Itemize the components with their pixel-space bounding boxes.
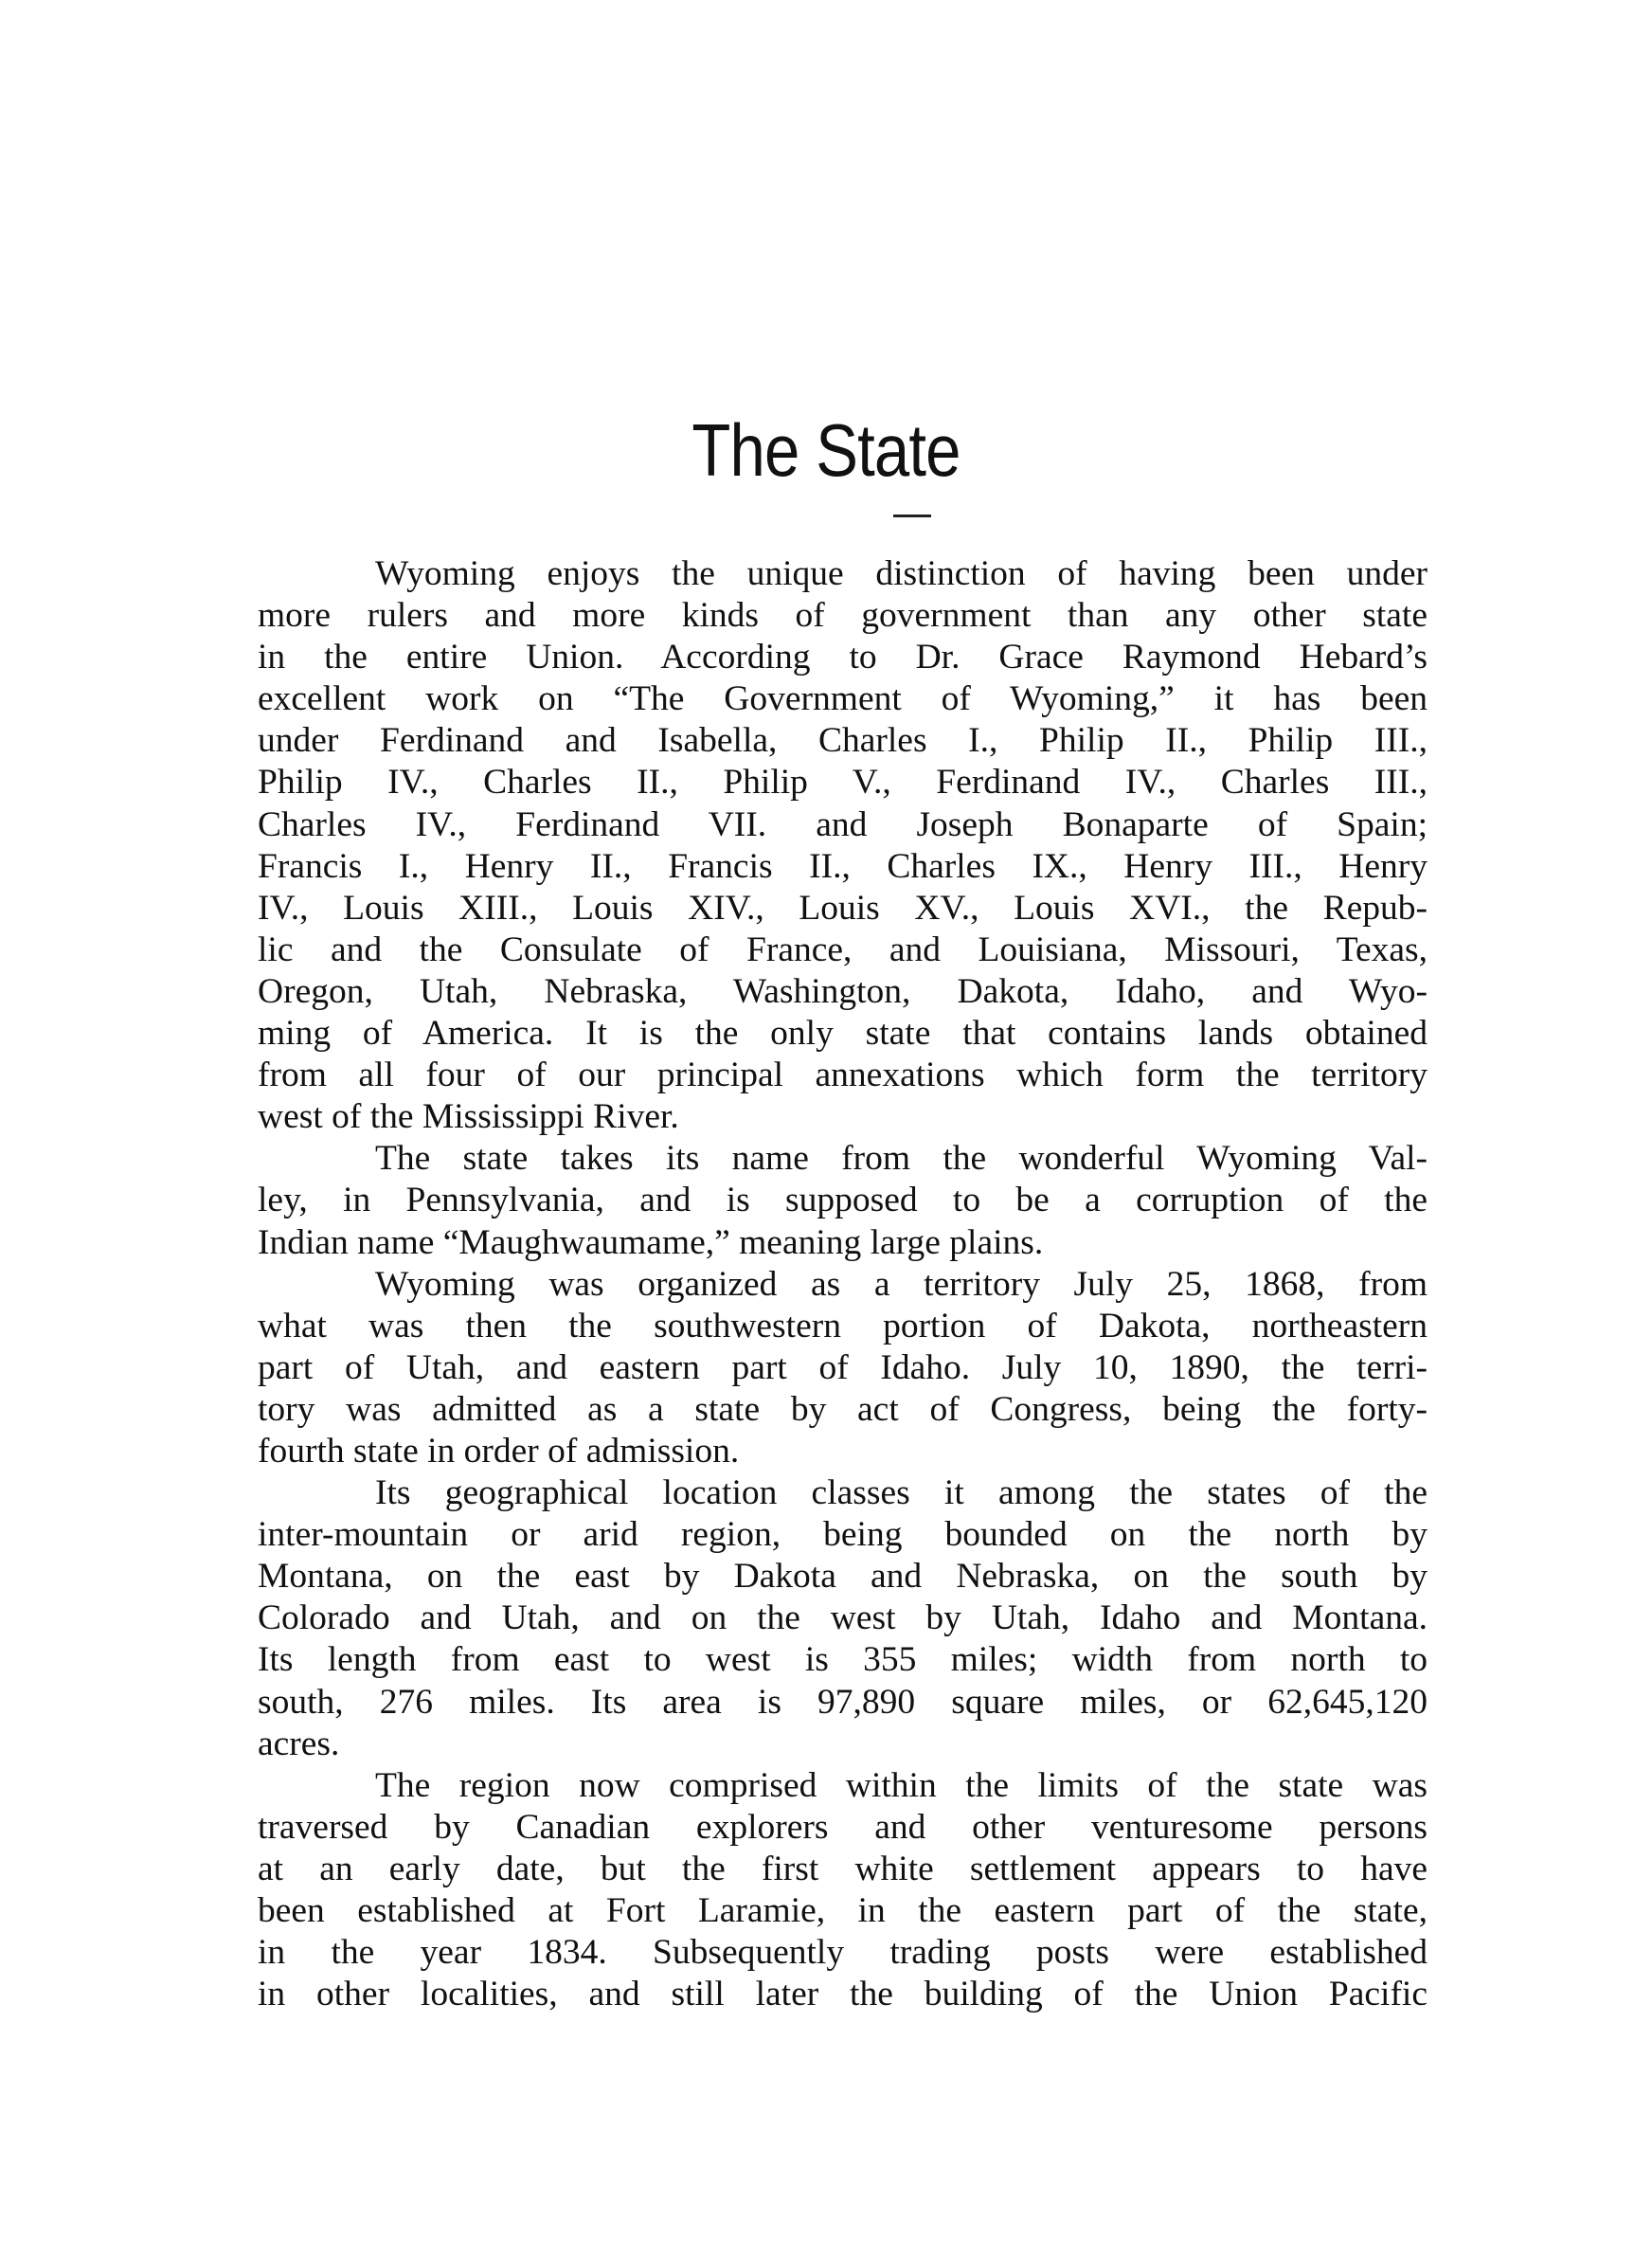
text-line: Charles IV., Ferdinand VII. and Joseph Bonaparte of Spain; [258, 804, 1428, 844]
text-line: traversed by Canadian explorers and other venturesome persons [258, 1807, 1428, 1847]
text-line: more rulers and more kinds of government than any other state [258, 596, 1428, 636]
text-line: Montana, on the east by Dakota and Nebraska, on the south by [258, 1557, 1428, 1597]
text-line: what was then the southwestern portion of Dakota, northeastern [258, 1306, 1428, 1345]
text-line: lic and the Consulate of France, and Louisiana, Missouri, Texas, [258, 930, 1428, 969]
text-line: The state takes its name from the wonderful Wyoming Val- [375, 1139, 1428, 1179]
text-line: south, 276 miles. Its area is 97,890 square miles, or 62,645,120 [258, 1682, 1428, 1722]
text-line: part of Utah, and eastern part of Idaho. July 10, 1890, the terri- [258, 1347, 1428, 1387]
title-divider [893, 515, 931, 517]
text-line: west of the Mississippi River. [258, 1097, 679, 1137]
text-line: The region now comprised within the limits of the state was [375, 1765, 1428, 1805]
body-text [258, 553, 1428, 2015]
text-line: fourth state in order of admission. [258, 1431, 740, 1471]
text-line: Oregon, Utah, Nebraska, Washington, Dakota, Idaho, and Wyo- [258, 971, 1428, 1011]
text-line: at an early date, but the first white settlement appears to have [258, 1849, 1428, 1888]
text-line: Philip IV., Charles II., Philip V., Ferdinand IV., Charles III., [258, 763, 1428, 803]
text-line: acres. [258, 1724, 340, 1763]
text-line: Its length from east to west is 355 miles; width from north to [258, 1640, 1428, 1680]
text-line: under Ferdinand and Isabella, Charles I., Philip II., Philip III., [258, 721, 1428, 761]
text-line: Wyoming enjoys the unique distinction of having been under [375, 554, 1428, 593]
text-line: tory was admitted as a state by act of Congress, being the forty- [258, 1389, 1428, 1429]
text-line: ley, in Pennsylvania, and is supposed to be a corruption of the [258, 1181, 1428, 1220]
text-line: excellent work on “The Government of Wyoming,” it has been [258, 679, 1428, 719]
text-line: in the year 1834. Subsequently trading posts were established [258, 1933, 1428, 1973]
text-line: IV., Louis XIII., Louis XIV., Louis XV., Louis XVI., the Repub- [258, 888, 1428, 928]
text-line: in other localities, and still later the building of the Union Pacific [258, 1975, 1428, 2014]
text-line: inter-mountain or arid region, being bounded on the north by [258, 1515, 1428, 1555]
text-line: Wyoming was organized as a territory July 25, 1868, from [375, 1264, 1428, 1304]
text-line: in the entire Union. According to Dr. Grace Raymond Hebard’s [258, 638, 1428, 677]
text-line: Indian name “Maughwaumame,” meaning large plains. [258, 1222, 1044, 1262]
page-title: The State [691, 408, 961, 492]
text-line: from all four of our principal annexations which form the territory [258, 1056, 1428, 1095]
text-line: Its geographical location classes it among the states of the [375, 1473, 1428, 1513]
text-line: ming of America. It is the only state that contains lands obtained [258, 1014, 1428, 1054]
text-line: been established at Fort Laramie, in the eastern part of the state, [258, 1891, 1428, 1930]
text-line: Francis I., Henry II., Francis II., Charles IX., Henry III., Henry [258, 846, 1428, 886]
text-line: Colorado and Utah, and on the west by Utah, Idaho and Montana. [258, 1598, 1428, 1638]
